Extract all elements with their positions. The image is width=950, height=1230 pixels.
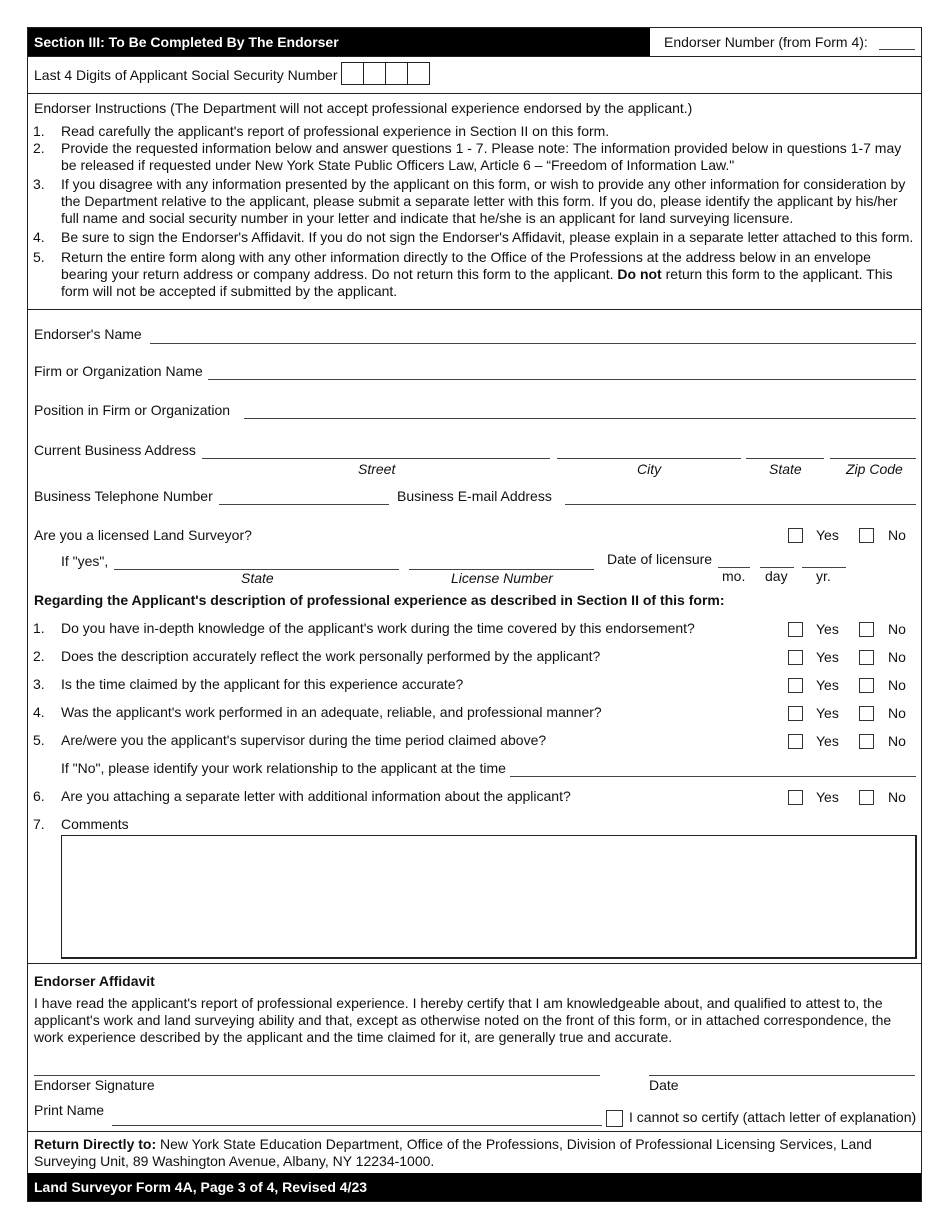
email-label: Business E-mail Address <box>397 488 552 504</box>
cannot-certify-checkbox[interactable] <box>606 1110 623 1127</box>
yes-label: Yes <box>816 705 839 721</box>
instructions-title: Endorser Instructions (The Department will not accept professional experience endorsed by the applicant.) <box>34 100 693 116</box>
question-number: 1. <box>33 620 45 636</box>
licensed-no-checkbox[interactable] <box>859 528 874 543</box>
yes-label: Yes <box>816 677 839 693</box>
licensed-question: Are you a licensed Land Surveyor? <box>34 527 252 543</box>
instruction-number: 1. <box>33 123 45 139</box>
return-address <box>34 1136 914 1170</box>
instruction-text: Read carefully the applicant's report of professional experience in Section II on this form. <box>61 123 610 139</box>
instruction-text: Be sure to sign the Endorser's Affidavit. If you do not sign the Endorser's Affidavit, please explain in a separate letter attached to this form. <box>61 229 914 245</box>
no-label: No <box>888 733 906 749</box>
yes-label: Yes <box>816 527 839 543</box>
return-bold: Return Directly to: <box>34 1136 157 1152</box>
question-text: Does the description accurately reflect the work personally performed by the applicant? <box>61 648 601 664</box>
question-text: Are you attaching a separate letter with additional information about the applicant? <box>61 788 571 804</box>
zip-field[interactable] <box>830 458 916 459</box>
q4-yes-checkbox[interactable] <box>788 706 803 721</box>
no-label: No <box>888 789 906 805</box>
question-number: 7. <box>33 816 45 832</box>
city-caption: City <box>637 461 662 477</box>
signature-field[interactable] <box>34 1075 600 1076</box>
question-text: Is the time claimed by the applicant for this experience accurate? <box>61 676 464 692</box>
day-caption: day <box>765 568 788 584</box>
q3-no-checkbox[interactable] <box>859 678 874 693</box>
licensed-yes-checkbox[interactable] <box>788 528 803 543</box>
yes-label: Yes <box>816 789 839 805</box>
q5-yes-checkbox[interactable] <box>788 734 803 749</box>
year-caption: yr. <box>816 568 831 584</box>
state-caption: State <box>769 461 802 477</box>
date-licensure-label: Date of licensure <box>607 551 713 567</box>
endorser-number-label: Endorser Number (from Form 4): <box>664 34 868 50</box>
comments-label: Comments <box>61 816 129 832</box>
instruction-text: Provide the requested information below and answer questions 1 - 7. Please note: The information provided below in questions 1-7 may be released if requested under New York State Public Officers Law, Article 6 – “Freedom of Information Law." <box>61 140 902 173</box>
ssn-label: Last 4 Digits of Applicant Social Security Number <box>34 67 338 83</box>
signature-label: Endorser Signature <box>34 1077 155 1093</box>
address-label: Current Business Address <box>34 442 196 458</box>
yes-label: Yes <box>816 649 839 665</box>
license-state-caption: State <box>241 570 274 586</box>
yes-label: Yes <box>816 621 839 637</box>
license-number-caption: License Number <box>451 570 553 586</box>
phone-label: Business Telephone Number <box>34 488 213 504</box>
ssn-digit-2[interactable] <box>363 62 386 85</box>
ssn-digit-4[interactable] <box>407 62 430 85</box>
form-footer: Land Surveyor Form 4A, Page 3 of 4, Revised 4/23 <box>28 1173 921 1201</box>
q2-yes-checkbox[interactable] <box>788 650 803 665</box>
question-number: 4. <box>33 704 45 720</box>
no-label: No <box>888 621 906 637</box>
question-number: 2. <box>33 648 45 664</box>
endorser-name-label: Endorser's Name <box>34 326 142 342</box>
date-field[interactable] <box>649 1075 915 1076</box>
no-label: No <box>888 649 906 665</box>
street-field[interactable] <box>202 458 550 459</box>
relationship-label: If "No", please identify your work relationship to the applicant at the time <box>61 760 506 776</box>
street-caption: Street <box>358 461 396 477</box>
endorser-number-field[interactable] <box>879 49 915 50</box>
instruction-5-lead: Return the entire form along with any other information directly to the Office of the Professions at the address below in an envelope bearing your return address or company address. Do not return this form to the applicant. <box>61 249 871 282</box>
q1-yes-checkbox[interactable] <box>788 622 803 637</box>
affidavit-title: Endorser Affidavit <box>34 973 155 989</box>
position-label: Position in Firm or Organization <box>34 402 231 418</box>
return-text: New York State Education Department, Office of the Professions, Division of Professional Licensing Services, Land Surveying Unit, 89 Washington Avenue, Albany, NY 12234-1000. <box>34 1136 872 1169</box>
instruction-number: 3. <box>33 176 45 192</box>
ssn-digit-1[interactable] <box>341 62 364 85</box>
if-yes-label: If "yes", <box>61 553 109 569</box>
q2-no-checkbox[interactable] <box>859 650 874 665</box>
instruction-text: If you disagree with any information presented by the applicant on this form, or wish to provide any other information for consideration by the Department relative to the applicant, please submit a separate letter with this form. If you do, please identify the applicant by his/her full name and social security number in your letter and indicate that he/she is an applicant for land surveying licensure. <box>61 176 906 226</box>
ssn-digit-3[interactable] <box>385 62 408 85</box>
no-label: No <box>888 677 906 693</box>
question-text: Was the applicant's work performed in an adequate, reliable, and professional manner? <box>61 704 602 720</box>
q1-no-checkbox[interactable] <box>859 622 874 637</box>
q6-yes-checkbox[interactable] <box>788 790 803 805</box>
endorser-form <box>27 27 922 1202</box>
print-name-field[interactable] <box>112 1125 602 1126</box>
firm-name-field[interactable] <box>208 379 916 380</box>
yes-label: Yes <box>816 733 839 749</box>
date-label: Date <box>649 1077 679 1093</box>
endorser-name-field[interactable] <box>150 343 916 344</box>
q3-yes-checkbox[interactable] <box>788 678 803 693</box>
regarding-heading: Regarding the Applicant's description of professional experience as described in Section II of this form: <box>34 592 725 608</box>
question-text: Do you have in-depth knowledge of the applicant's work during the time covered by this endorsement? <box>61 620 695 636</box>
comments-textarea[interactable] <box>61 835 917 959</box>
no-label: No <box>888 705 906 721</box>
question-number: 5. <box>33 732 45 748</box>
month-caption: mo. <box>722 568 746 584</box>
instruction-number: 2. <box>33 140 45 156</box>
affidavit-text: I have read the applicant's report of professional experience. I hereby certify that I am knowledgeable about, and qualified to attest to, the applicant's work and land surveying ability and that, except as otherwise noted on the front of this form, or in attached correspondence, the work experience described by the applicant and the time claimed for it, are generally true and accurate. <box>34 995 892 1045</box>
relationship-field[interactable] <box>510 776 916 777</box>
no-label: No <box>888 527 906 543</box>
position-field[interactable] <box>244 418 916 419</box>
city-field[interactable] <box>557 458 741 459</box>
print-name-label: Print Name <box>34 1102 105 1118</box>
email-field[interactable] <box>565 504 916 505</box>
q4-no-checkbox[interactable] <box>859 706 874 721</box>
phone-field[interactable] <box>219 504 389 505</box>
state-field[interactable] <box>746 458 824 459</box>
q5-no-checkbox[interactable] <box>859 734 874 749</box>
instruction-bold: Do not <box>617 266 662 282</box>
instruction-number: 4. <box>33 229 45 245</box>
section-header: Section III: To Be Completed By The Endorser <box>28 28 650 56</box>
zip-caption: Zip Code <box>846 461 903 477</box>
question-number: 3. <box>33 676 45 692</box>
instruction-number: 5. <box>33 249 45 265</box>
q6-no-checkbox[interactable] <box>859 790 874 805</box>
question-number: 6. <box>33 788 45 804</box>
instruction-text-part: return this form to the applicant. This form will not be accepted if submitted by the applicant. <box>61 266 893 299</box>
question-text: Are/were you the applicant's supervisor during the time period claimed above? <box>61 732 547 748</box>
instruction-text <box>61 249 916 300</box>
firm-name-label: Firm or Organization Name <box>34 363 203 379</box>
cannot-certify-label: I cannot so certify (attach letter of explanation) <box>629 1109 917 1125</box>
